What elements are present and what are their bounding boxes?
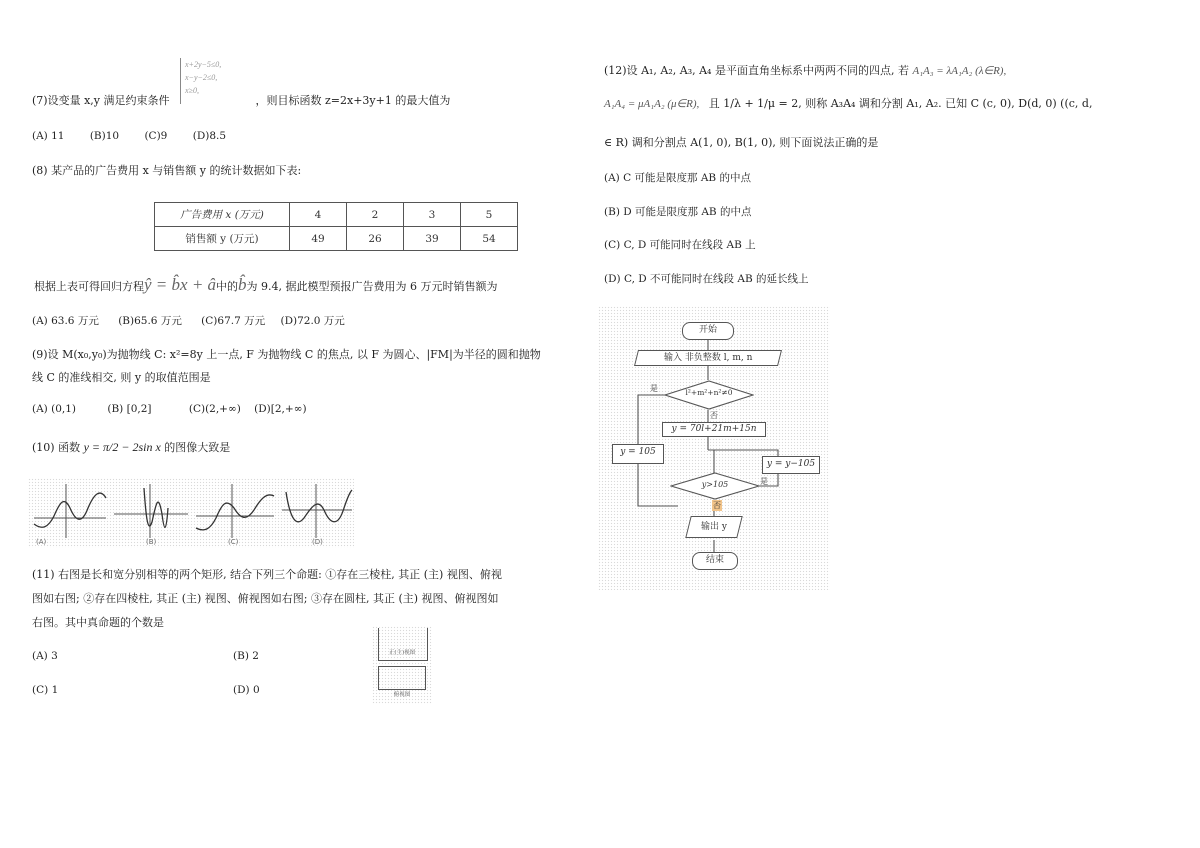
regression-equation: ŷ = b̂x + â [144,275,217,294]
table-cell: 26 [347,227,404,251]
table-cell: 39 [404,227,461,251]
table-row [155,203,518,227]
table-cell: 2 [347,203,404,227]
graph-b [114,484,188,546]
q8-table-image [154,202,518,251]
q10-stem-prefix: (10) 函数 [32,441,81,454]
flowchart-cond1: l²+m²+n²≠0 [685,388,733,397]
q8-text-a: 根据上表可得回归方程 [34,280,144,293]
flowchart-no1: 否 [710,411,718,420]
graph-a-label: (A) [36,538,47,546]
q8-text-c: 为 9.4, 据此模型预报广告费用为 6 万元时销售额为 [246,280,498,293]
q8-table [154,202,518,251]
table-cell: 4 [290,203,347,227]
q8-option-a: (A) 63.6 万元 [32,315,99,327]
top-view-label: 俯视图 [393,692,411,698]
q8-options [32,313,345,328]
q7-stem-prefix: (7)设变量 x,y 满足约束条件 [32,94,170,107]
b-hat: b̂ [238,275,247,294]
graph-d-label: (D) [312,538,323,546]
front-view-label: 正(主)视图 [388,650,416,656]
constraint-1: x+2y−5≤0, [185,60,222,69]
table-cell: 49 [290,227,347,251]
q7-option-a: (A) 11 [32,130,65,142]
q11-line1: (11) 右图是长和宽分别相等的两个矩形, 结合下列三个命题: ①存在三棱柱, 其正 (主) 视图、俯视 [32,568,502,581]
q8-stem: (8) 某产品的广告费用 x 与销售额 y 的统计数据如下表: [32,164,302,177]
q12-line1 [604,64,1006,78]
flowchart-image [598,306,830,590]
q12-line2-text: 且 1/λ + 1/μ = 2, 则称 A₃A₄ 调和分割 A₁, A₂. 已知 C (c, 0), D(d, 0) ((c, d, [708,97,1093,110]
table-cell: 广告费用 x (万元) [155,203,290,227]
flowchart-output [685,516,742,538]
flowchart-assign-105: y = 105 [612,444,664,464]
q12-vector-2: A₁A₄ = μA₁A₂ (μ∈R), [604,98,700,110]
q9-option-b: (B) [0,2] [107,403,152,415]
q12-vector-1: A₁A₃ = λA₁A₂ (λ∈R), [912,65,1007,77]
q11-option-a: (A) 3 [32,650,58,662]
q8-option-d: (D)72.0 万元 [280,315,345,327]
flowchart-yes1: 是 [650,384,658,393]
constraint-3: x≥0, [185,86,199,95]
q10-graphs-image [28,478,354,548]
table-cell: 销售额 y (万元) [155,227,290,251]
graph-d [282,484,352,546]
flowchart-yes2: 是 [760,477,768,486]
q8-regression-text [34,275,498,294]
flowchart-end: 结束 [692,552,738,570]
q9-option-c: (C)(2,+∞) [188,403,241,415]
q8-option-c: (C)67.7 万元 [201,315,266,327]
q7-options [32,130,226,142]
flowchart-input-text: 输入 非负整数 l, m, n [663,353,753,363]
flowchart-output-text: 输出 y [701,522,727,532]
table-row [155,227,518,251]
graph-a [34,484,106,546]
flowchart-cond2: y>105 [701,480,729,489]
table-cell: 3 [404,203,461,227]
graph-c-label: (C) [228,538,239,546]
q12-option-a: (A) C 可能是限度那 AB 的中点 [604,172,751,184]
q7-option-c: (C)9 [144,130,168,142]
constraint-2: x−y−2≤0, [185,73,218,82]
q8-option-b: (B)65.6 万元 [118,315,182,327]
q7-stem [32,94,450,108]
q11-line2: 图如右图; ②存在四棱柱, 其正 (主) 视图、俯视图如右图; ③存在圆柱, 其正 (主) 视图、俯视图如 [32,592,499,605]
q12-option-b: (B) D 可能是限度那 AB 的中点 [604,206,752,218]
q12-line2 [604,97,1092,111]
q11-option-d: (D) 0 [233,684,260,696]
table-cell: 54 [461,227,518,251]
q11-option-c: (C) 1 [32,684,59,696]
q12-line3: ∈ R) 调和分割点 A(1, 0), B(1, 0), 则下面说法正确的是 [604,136,879,149]
q9-option-d: (D)[2,+∞) [254,403,307,415]
flowchart-input [634,350,782,366]
q9-options [32,403,307,415]
q7-stem-suffix: ，则目标函数 z=2x+3y+1 的最大值为 [255,94,451,107]
q9-line2: 线 C 的准线相交, 则 y 的取值范围是 [32,371,211,384]
flowchart-subtract: y = y−105 [762,456,820,474]
q8-text-b: 中的 [216,280,239,293]
q7-option-d: (D)8.5 [192,130,227,142]
q11-views-image [372,626,432,704]
q9-option-a: (A) (0,1) [32,403,77,415]
q11-line3: 右图。其中真命题的个数是 [32,616,164,629]
q12-option-d: (D) C, D 不可能同时在线段 AB 的延长线上 [604,273,809,285]
q10-stem-suffix: 的图像大致是 [164,441,231,454]
q10-stem [32,440,230,455]
graph-c [196,484,274,546]
graph-b-label: (B) [146,538,157,546]
q7-option-b: (B)10 [89,130,120,142]
q10-formula: y = π/2 − 2sin x [83,440,161,454]
flowchart-start: 开始 [682,322,734,340]
q11-option-b: (B) 2 [233,650,259,662]
flowchart-calc: y = 70l+21m+15n [662,422,766,437]
table-cell: 5 [461,203,518,227]
q10-graphs [28,478,354,548]
q12-line1-text: (12)设 A₁, A₂, A₃, A₄ 是平面直角坐标系中两两不同的四点, 若 [604,64,909,77]
flowchart-no2: 否 [713,501,721,510]
q12-option-c: (C) C, D 可能同时在线段 AB 上 [604,239,756,251]
q9-line1: (9)设 M(x₀,y₀)为抛物线 C: x²=8y 上一点, F 为抛物线 C 的焦点, 以 F 为圆心、|FM|为半径的圆和抛物 [32,348,541,361]
